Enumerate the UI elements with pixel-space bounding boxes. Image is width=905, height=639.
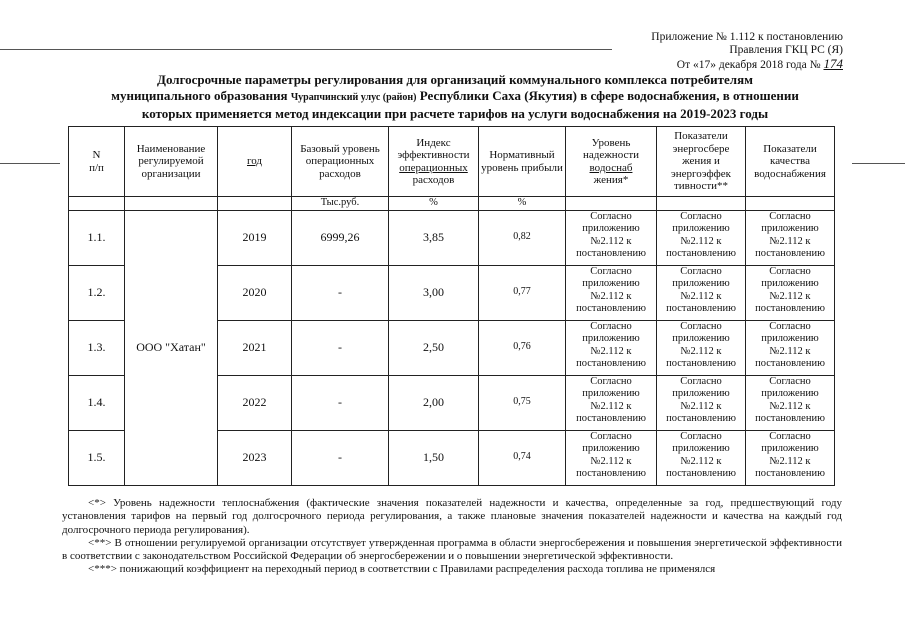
row-base: - — [292, 320, 389, 375]
row-year: 2023 — [218, 430, 292, 485]
unit-cell — [566, 197, 657, 211]
row-profit: 0,77 — [479, 265, 566, 320]
col-header-energy: Показатели энергосбере жения и энергоэффек тивности** — [657, 127, 746, 197]
row-num: 1.5. — [69, 430, 125, 485]
row-base: 6999,26 — [292, 210, 389, 265]
row-reliability: Согласно приложению №2.112 к постановлению — [566, 265, 657, 320]
units-row — [69, 197, 835, 211]
row-year: 2019 — [218, 210, 292, 265]
row-reliability: Согласно приложению №2.112 к постановлению — [566, 375, 657, 430]
footnotes — [62, 497, 842, 577]
unit-index: % — [389, 197, 479, 211]
row-num: 1.3. — [69, 320, 125, 375]
col-header-index: Индекс эффективности операционных расходов — [389, 127, 479, 197]
row-base: - — [292, 375, 389, 430]
left-margin-dash — [0, 163, 60, 164]
row-quality: Согласно приложению №2.112 к постановлению — [746, 320, 835, 375]
unit-cell — [657, 197, 746, 211]
header-rule — [0, 49, 612, 50]
appendix-line-3 — [651, 57, 843, 72]
row-energy: Согласно приложению №2.112 к постановлению — [657, 430, 746, 485]
unit-profit: % — [479, 197, 566, 211]
title-line-1: Долгосрочные параметры регулирования для организаций коммунального комплекса потребителям — [157, 72, 753, 87]
row-reliability: Согласно приложению №2.112 к постановлению — [566, 210, 657, 265]
col-header-org: Наименование регулируемой организации — [125, 127, 218, 197]
unit-cell — [125, 197, 218, 211]
row-year: 2021 — [218, 320, 292, 375]
appendix-line-2: Правления ГКЦ РС (Я) — [729, 44, 843, 56]
row-base: - — [292, 265, 389, 320]
row-index: 3,00 — [389, 265, 479, 320]
table-row — [69, 210, 835, 265]
org-name: ООО "Хатан" — [125, 210, 218, 485]
unit-cell — [218, 197, 292, 211]
row-quality: Согласно приложению №2.112 к постановлению — [746, 375, 835, 430]
footnote-1: <*> Уровень надежности теплоснабжения (фактические значения показателей надежности и качества, определенные за год, предшествующий году установления тарифов на первый год долгосрочного периода регулирования, а также плановые значения показателей надежности и качества на каждый год долгосрочного периода регулирования). — [62, 497, 842, 536]
decree-number: 174 — [823, 56, 843, 71]
row-num: 1.1. — [69, 210, 125, 265]
appendix-date: От «17» декабря 2018 года № — [676, 59, 821, 71]
row-year: 2020 — [218, 265, 292, 320]
row-num: 1.2. — [69, 265, 125, 320]
unit-cell — [69, 197, 125, 211]
row-year: 2022 — [218, 375, 292, 430]
row-quality: Согласно приложению №2.112 к постановлению — [746, 210, 835, 265]
row-energy: Согласно приложению №2.112 к постановлению — [657, 265, 746, 320]
row-index: 2,00 — [389, 375, 479, 430]
right-margin-dash — [852, 163, 905, 164]
col-header-year: год — [218, 127, 292, 197]
row-base: - — [292, 430, 389, 485]
parameters-table — [68, 126, 835, 486]
row-energy: Согласно приложению №2.112 к постановлению — [657, 320, 746, 375]
row-energy: Согласно приложению №2.112 к постановлению — [657, 210, 746, 265]
row-profit: 0,75 — [479, 375, 566, 430]
appendix-header — [651, 31, 843, 72]
row-reliability: Согласно приложению №2.112 к постановлению — [566, 320, 657, 375]
row-energy: Согласно приложению №2.112 к постановлению — [657, 375, 746, 430]
row-profit: 0,82 — [479, 210, 566, 265]
title-line-2: муниципального образования Чурапчинский улус (район) Республики Саха (Якутия) в сфере водоснабжения, в отношении — [111, 88, 799, 103]
col-header-reliability: Уровень надежности водоснаб жения* — [566, 127, 657, 197]
table-header-row — [69, 127, 835, 197]
unit-cell — [746, 197, 835, 211]
document-title — [60, 72, 850, 122]
row-num: 1.4. — [69, 375, 125, 430]
row-reliability: Согласно приложению №2.112 к постановлению — [566, 430, 657, 485]
appendix-line-1: Приложение № 1.112 к постановлению — [651, 31, 843, 43]
footnote-3: <***> понижающий коэффициент на переходный период в соответствии с Правилами распределения расхода топлива не применялся — [88, 563, 716, 576]
row-quality: Согласно приложению №2.112 к постановлению — [746, 430, 835, 485]
unit-base: Тыс.руб. — [292, 197, 389, 211]
row-index: 1,50 — [389, 430, 479, 485]
col-header-base: Базовый уровень операционных расходов — [292, 127, 389, 197]
col-header-profit: Нормативный уровень прибыли — [479, 127, 566, 197]
row-profit: 0,74 — [479, 430, 566, 485]
row-quality: Согласно приложению №2.112 к постановлению — [746, 265, 835, 320]
title-line-3: которых применяется метод индексации при расчете тарифов на услуги водоснабжения на 2019-2023 годы — [141, 106, 769, 121]
row-profit: 0,76 — [479, 320, 566, 375]
row-index: 2,50 — [389, 320, 479, 375]
col-header-num: N п/п — [69, 127, 125, 197]
col-header-quality: Показатели качества водоснабжения — [746, 127, 835, 197]
row-index: 3,85 — [389, 210, 479, 265]
footnote-2: <**> В отношении регулируемой организации отсутствует утвержденная программа в области энергосбережения и повышения энергетической эффективности в соответствии с законодательством Российской Федерации об энергосбережении и о повышении энергетической эффективности. — [62, 536, 842, 563]
